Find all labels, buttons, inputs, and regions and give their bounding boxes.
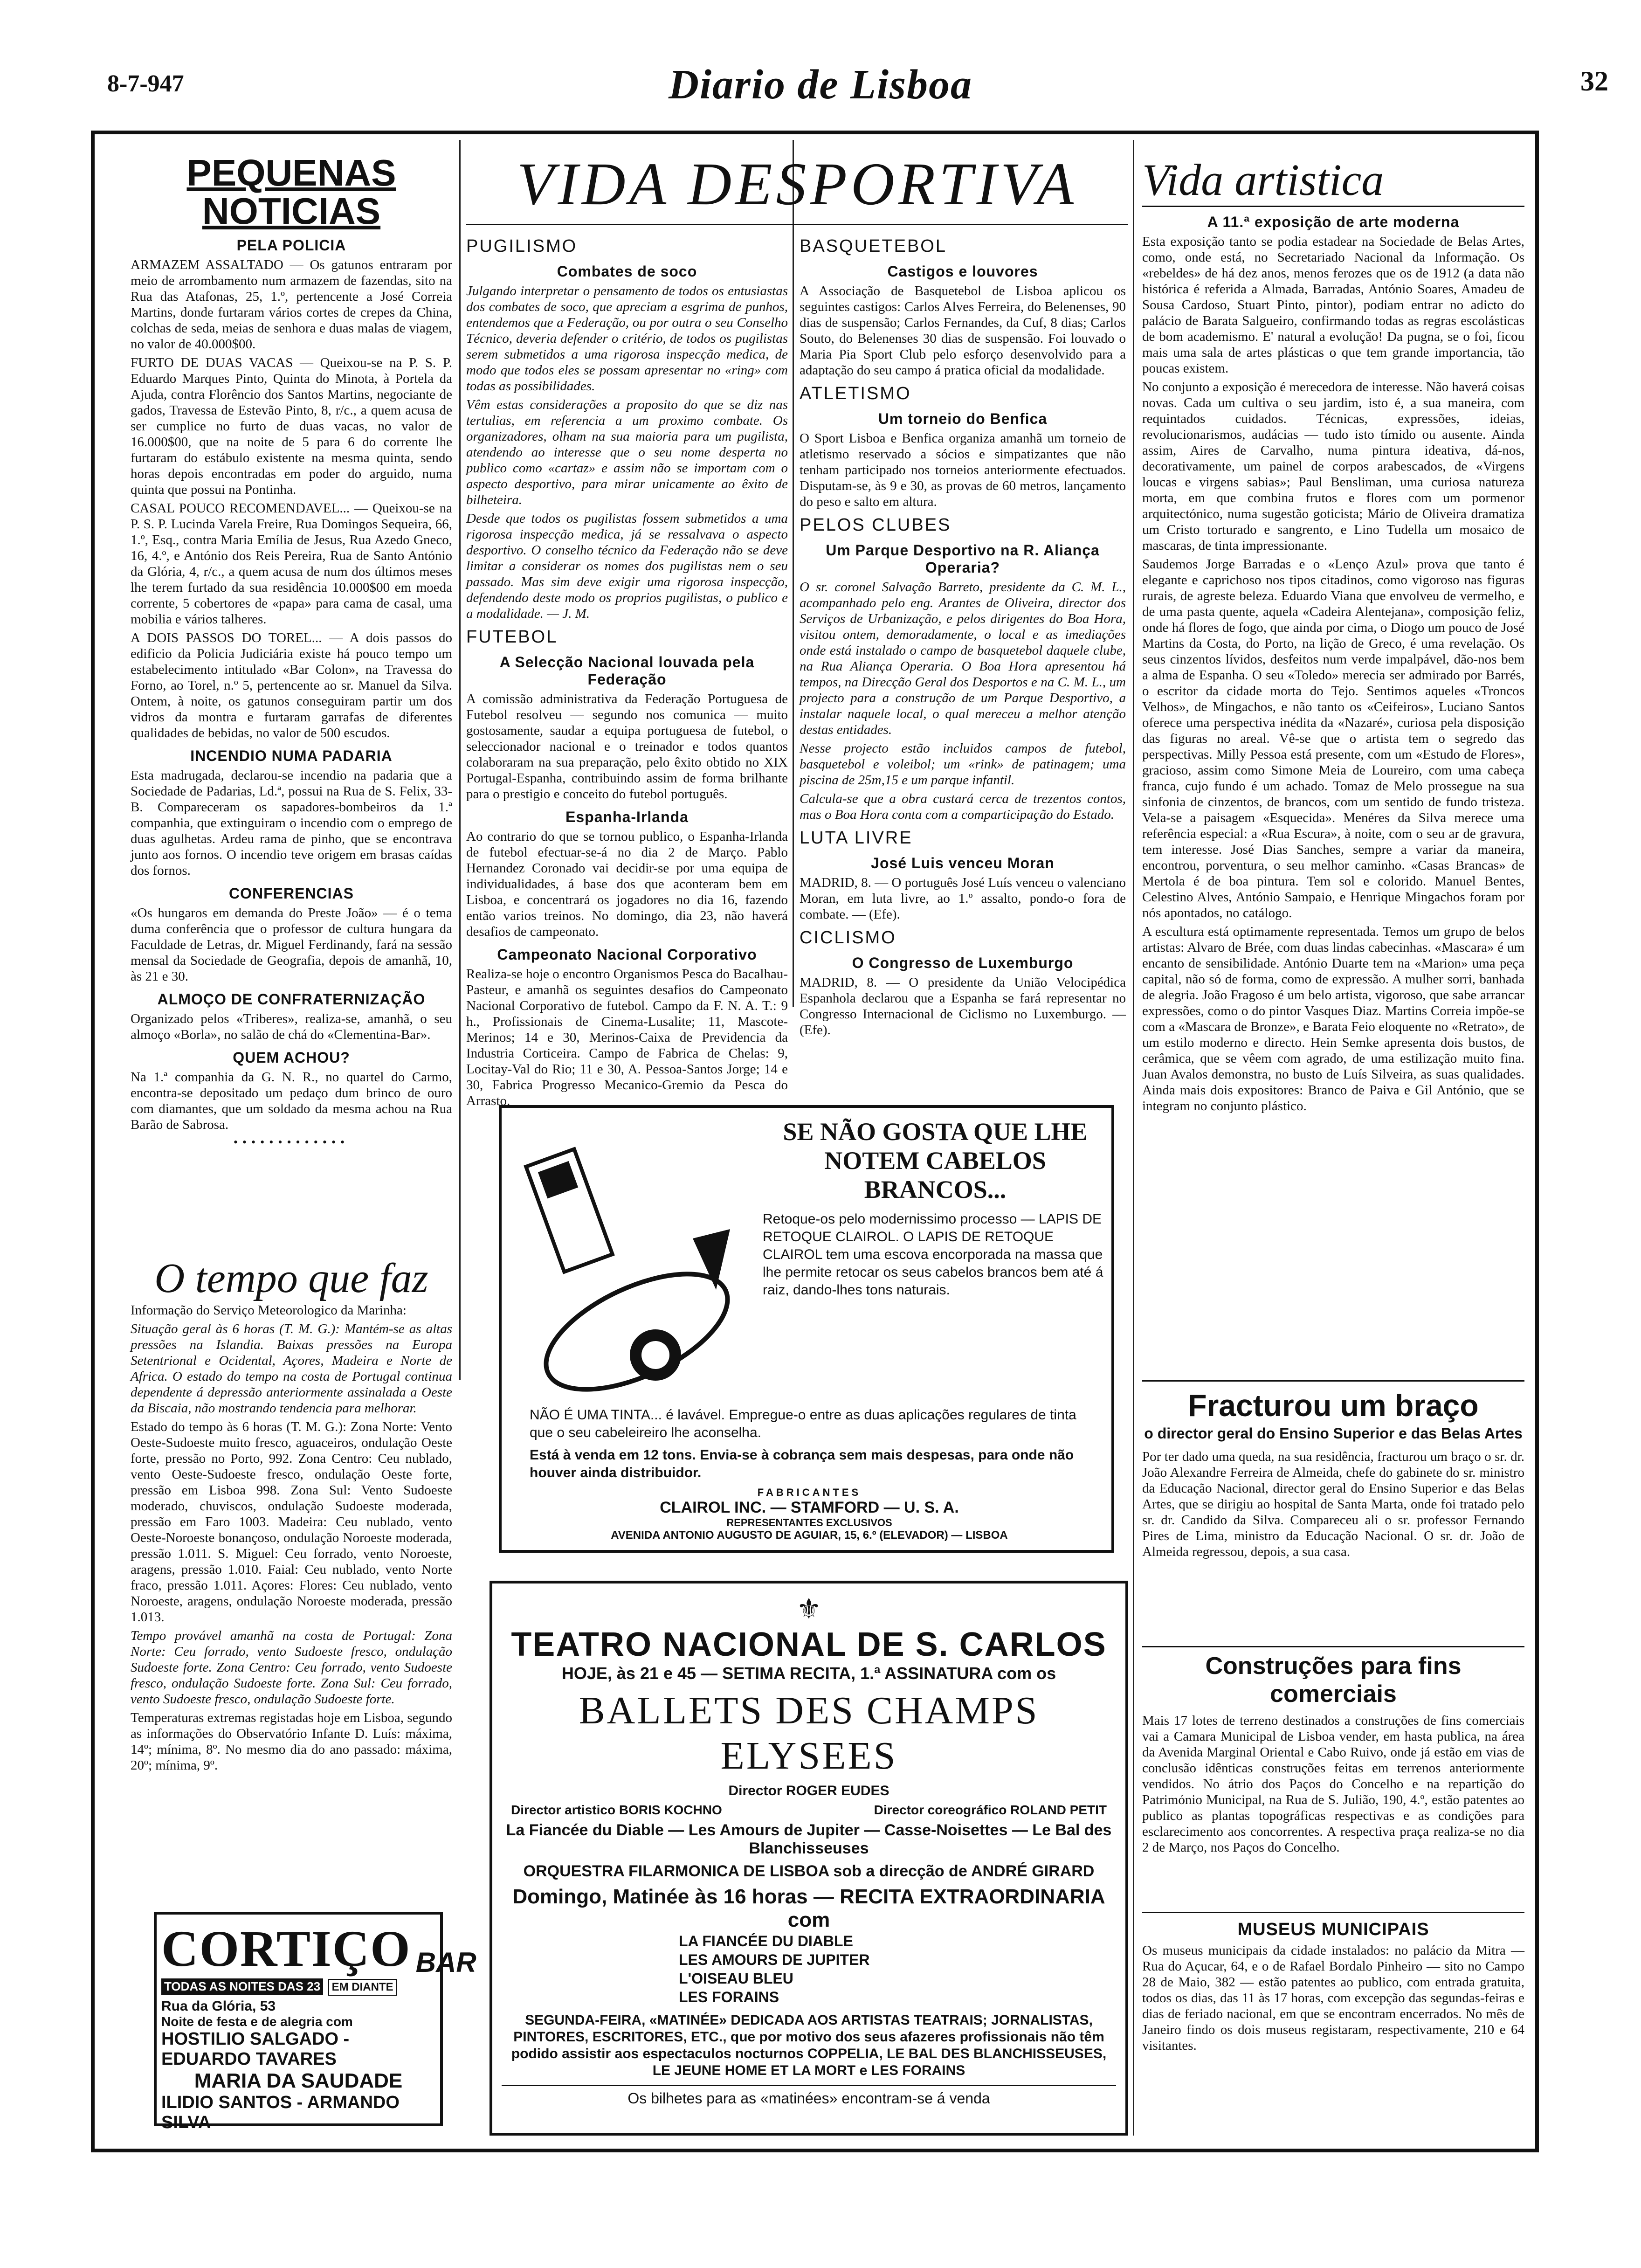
vida-artistica-column [1142,154,1524,1385]
clairol-fab-label: FABRICANTES [757,1487,862,1498]
clairol-body: NÃO É UMA TINTA... é lavável. Empregue-o entre as duas aplicações regulares de tinta que o seu cabeleireiro lhe aconselha. [530,1407,1076,1440]
museus-text: Os museus municipais da cidade instalados: no palácio da Mitra — Rua do Açucar, 64, e o de Rafael Bordalo Pinheiro — sito no Campo 28 de Maio, 382 — estão patentes ao publico, com entrada gratuita, todos os dias, das 11 às 17 horas, com excepção das segundas-feiras e dias de feriado nacional, em que se encontram encerrados. No mês de Janeiro findo os dois museus registaram, respectivamente, 210 e 64 visitantes. [1142,1943,1524,2053]
cortico-schedule-2: EM DIANTE [328,1979,397,1996]
combates-text: Vêm estas considerações a proposito do que se diz nas tertulias, em referencia a um proximo combate. Os organizadores, olham na sua maioria para um pugilista, atendendo ao interesse que o seu nome desperta no publico como «cartaz» e assim não se importam com o aspecto desportivo, para mirar unicamente ao êxito de bilheteira. [466,397,788,507]
fracturou-article [1142,1380,1524,1643]
cortico-artists: HOSTILIO SALGADO - EDUARDO TAVARES [161,2029,350,2069]
seleccao-text: A comissão administrativa da Federação Portuguesa de Futebol resolveu — segundo nos comunica — muito gostosamente, saudar a equipa portuguesa de futebol, o seleccionador nacional e o treinador e todos quantos colaboraram na sua preparação, pelo êxito obtido no XIX Portugal-Espanha, contribuindo assim de forma brilhante para o prestigio e conceito do futebol português. [466,691,788,802]
almoco-heading: ALMOÇO DE CONFRATERNIZAÇÃO [157,991,426,1008]
clairol-ad [499,1105,1114,1553]
castigos-text: A Associação de Basquetebol de Lisboa aplicou os seguintes castigos: Carlos Alves Ferreira, do Belenenses, 90 dias de suspensão; Carlos Fernandes, da Cuf, 8 dias; Carlos Souto, do Belenenses 30 dias de suspensão. Foi louvado o Maria Pia Sport Club pelo esforço desenvolvido para a adaptação do seu campo á pratica oficial da modalidade. [800,284,1126,378]
matinee-item: L'OISEAU BLEU [679,1970,793,1987]
issue-date: 8-7-947 [107,70,184,97]
cortico-schedule: TODAS AS NOITES DAS 23 [161,1978,323,1995]
matinee-item: LES FORAINS [679,1989,779,2005]
parque-text: Nesse projecto estão incluidos campos de futebol, basquetebol e voleibol; um «rink» de patinagem; uma piscina de 25m,15 e um parque infantil. [800,741,1126,788]
tempo-column [131,1254,452,1902]
combates-text: Julgando interpretar o pensamento de todos os entusiastas dos combates de soco, que apreciam a esgrima de punhos, entendemos que a Federação, ou por outra o seu Conselho Técnico, deveria defender o critério, de todos os pugilistas serem submetidos a uma rigorosa inspecção medica, de modo que todos eles se possam apresentar no «ring» com todas as possibilidades. [466,284,788,394]
page-number: 32 [1580,66,1608,97]
museus-title: MUSEUS MUNICIPAIS [1237,1920,1429,1939]
construcoes-article [1142,1646,1524,1908]
cortico-ad [154,1912,476,2132]
column-rule [1133,140,1134,2136]
combates-text: Desde que todos os pugilistas fossem submetidos a uma rigorosa inspecção medica, já se ressalvava o aspecto desportivo. O conselho técnico da Federação não se deve limitar a considerar os nomes dos pugilistas nem o seu passado. Mas sim deve exigir uma rigorosa inspecção, defendendo deste modo os proprios pugilistas, o publico e a modalidade. — J. M. [466,511,788,621]
clairol-body: Retoque-os pelo modernissimo processo — LAPIS DE RETOQUE CLAIROL. O LAPIS DE RETOQUE CLAIROL tem uma escova encorporada na massa que lhe permite retocar os seus cabelos brancos bem até á raiz, dando-lhes tons naturais. [763,1211,1103,1298]
pela-policia-heading: PELA POLICIA [236,237,346,254]
expo-heading: A 11.ª exposição de arte moderna [1207,214,1460,230]
cortico-tagline: Noite de festa e de alegria com [161,2014,353,2029]
section-label: ATLETISMO [800,384,911,403]
corporativo-text: Realiza-se hoje o encontro Organismos Pesca do Bacalhau-Pasteur, e amanhã os seguintes desafios do Campeonato Nacional Corporativo de futebol. Campo da F. N. A. T.: 9 h., Profissionais de Cinema-Lusalite; 11, Mascote-Merinos; 14 e 30, Merinos-Caixa de Previdencia da Industria Corticeira. Campo de Fabrica de Chelas: 9, Locitay-Val do Rio; 11 e 30, A. Pessoa-Santos Jorge; 14 e 30, Fabrica Progresso Mecanico-Gremio da Pesca do Arrasto. [466,967,788,1108]
construcoes-text: Mais 17 lotes de terreno destinados a construções de fins comerciais vai a Camara Municipal de Lisboa vender, em hasta publica, na área da Avenida Marginal Oriental e Cabo Ruivo, onde já estão em vias de conclusão idênticas construções feitas em terrenos anteriormente vendidos. No átrio dos Paços do Concelho e na repartição do Património Municipal, na Rua de S. Julião, 190, 4.º, estão patentes ao publico as plantas topográficas respectivas e as condições para esclarecimento aos concorrentes. A respectiva praça realiza-se no dia 2 de Março, nos Paços do Concelho. [1142,1713,1524,1855]
director-artistico: Director artistico BORIS KOCHNO [511,1803,722,1817]
matinee-line: Domingo, Matinée às 16 horas — RECITA EXTRAORDINARIA com [512,1885,1105,1931]
espanha-heading: Espanha-Irlanda [565,809,689,825]
fracturou-text: Por ter dado uma queda, na sua residência, fracturou um braço o sr. dr. João Alexandre Ferreira de Almeida, chefe do gabinete do sr. ministro da Educação Nacional, director geral do Ensino Superior e das Belas Artes, que se dirigiu ao hospital de Santa Marta, onde foi tratado pelo sr. dr. Candido da Silva. Compareceu ali o sr. professor Fernando Pires de Lima, ministro da Educação Nacional. O sr. dr. João de Almeida regressou, depois, a sua casa. [1142,1449,1524,1559]
news-paragraph: A DOIS PASSOS DO TOREL... — A dois passos do edificio da Policia Judiciária existe há pouco tempo um estabelecimento intitulado «Bar Colon», na Travessa do Forno, ao Torel, n.º 5, pertencente ao sr. Manuel da Silva. Ontem, à noite, os gatunos conseguiram partir um dos vidros da montra e furtaram garrafas de diferentes qualidades de bebidas, no valor de 500 escudos. [131,630,452,740]
castigos-heading: Castigos e louvores [887,263,1038,280]
almoco-text: Organizado pelos «Triberes», realiza-se, amanhã, o seu almoço «Borla», no salão de chá do «Clementina-Bar». [131,1011,452,1042]
desportiva-column-b [800,231,1126,1098]
torneio-text: O Sport Lisboa e Benfica organiza amanhã um torneio de atletismo reservado a sócios e simpatizantes que não tenham participado nos torneios anteriormente efectuados. Disputam-se, às 9 e 30, as provas de 60 metros, lançamento do peso e salto em altura. [800,431,1126,509]
section-label: FUTEBOL [466,627,558,647]
director-coreografico: Director coreográfico ROLAND PETIT [874,1803,1107,1817]
theatre-title: TEATRO NACIONAL DE S. CARLOS [511,1626,1107,1663]
espanha-text: Ao contrario do que se tornou publico, o Espanha-Irlanda de futebol efectuar-se-á no dia 2 de Março. Pablo Hernandez Coronado vai decidir-se por uma equipa de individualidades, á base dos que aconteram bem em Lisboa, e concentrará os jogadores no dia 16, fazendo então varios treinos. No domingo, dia 23, não haverá desafios de campeonato. [466,829,788,939]
cortico-address: Rua da Glória, 53 [161,1998,276,2014]
museus-article [1142,1912,1524,2137]
quem-achou-text: Na 1.ª companhia da G. N. R., no quartel do Carmo, encontra-se depositado um pedaço dum brinco de ouro com diamantes, que um soldado da mesma achou na Rua Barão de Sabrosa. [131,1070,452,1132]
tempo-paragraph: Tempo provável amanhã na costa de Portugal: Zona Norte: Ceu forrado, vento Sudoeste fresco, ondulação Sudoeste forte. Zona Centro: Ceu forrado, vento Sudoeste fresco, ondulação Sudoeste forte. Zona Sul: Ceu forrado, vento Sudoeste fresco, ondulação Sudoeste forte. [131,1628,452,1707]
pequenas-noticias-column [131,154,452,1296]
clairol-address: AVENIDA ANTONIO AUGUSTO DE AGUIAR, 15, 6.º (ELEVADOR) — LISBOA [611,1529,1008,1542]
parque-text: Calcula-se que a obra custará cerca de trezentos contos, mas o Boa Hora conta com a comparticipação do Estado. [800,791,1126,822]
artistica-title: Vida artistica [1142,154,1524,207]
pequenas-title: PEQUENAS NOTICIAS [186,152,396,232]
luxemburgo-text: MADRID, 8. — O presidente da União Velocipédica Espanhola declarou que a Espanha se fará representar no Congresso Internacional de Ciclismo no Luxemburgo. — (Efe). [800,975,1126,1037]
corporativo-heading: Campeonato Nacional Corporativo [497,946,757,963]
news-paragraph: ARMAZEM ASSALTADO — Os gatunos entraram por meio de arrombamento num armazem de fazendas, sito na Rua das Atafonas, 25, 1.º, pertencente a José Correia Martins, donde furtaram vários cortes de crepes da China, colchas de seda, meias de senhora e duas malas de viagem, no valor de 40.000$00. [131,257,452,352]
cortico-bar: BAR [415,1947,476,1978]
torneio-heading: Um torneio do Benfica [878,410,1048,427]
program-list: La Fiancée du Diable — Les Amours de Jupiter — Casse-Noisettes — Le Bal des Blanchisseuses [506,1821,1112,1857]
column-rule [459,140,461,1380]
moran-heading: José Luis venceu Moran [871,855,1055,871]
desportiva-column-a [466,231,788,1108]
combates-heading: Combates de soco [557,263,697,280]
incendio-heading: INCENDIO NUMA PADARIA [190,747,393,764]
clairol-headline: SE NÃO GOSTA QUE LHE [783,1118,1088,1146]
matinee-item: LES AMOURS DE JUPITER [679,1951,870,1968]
orchestra-line: ORQUESTRA FILARMONICA DE LISBOA sob a direcção de ANDRÉ GIRARD [523,1862,1095,1880]
title-rule [466,224,1128,225]
fracturou-subtitle: o director geral do Ensino Superior e das Belas Artes [1144,1425,1523,1442]
construcoes-title: Construções para fins comerciais [1205,1653,1462,1708]
tickets-notice: Os bilhetes para as «matinées» encontram-se á venda [502,2085,1116,2107]
artistica-paragraph: No conjunto a exposição é merecedora de interesse. Não haverá coisas novas. Cada um cultiva o seu jardim, isto é, a sua maneira, com requintados cuidados. Técnicas, expressões, ideias, revolucionarismos, audácias — tudo isto tímido ou ausente. Ainda assim, Aires de Carvalho, numa pintura ideativa, dá-nos, decorativamente, um painel de corpos arabescados, de «Virgens loucas e virgens sabias»; Paul Bensliman, uma curiosa natureza morta, em que combina frutos e flores com um pormenor arquitectónico, numa sugestão goticista; Mário de Oliveira dramatiza um Cristo torturado e sangrento, e Lino Tudella um mosaico de mascaras, de tinta impressionante. [1142,380,1524,553]
news-paragraph: FURTO DE DUAS VACAS — Queixou-se na P. S. P. Eduardo Marques Pinto, Quinta do Minota, à Portela da Ajuda, contra Florêncio dos Santos Martins, negociante de gados, Travessa de Estevão Pinto, 8, r/c., a quem acusa de ser cumplice no furto de duas vacas, no valor de 16.000$00, que na noite de 5 para 6 do corrente lhe furtaram do estábulo existente na mesma quinta, sendo horas depois encontradas em poder do arguido, numa quinta que possui na Pontinha. [131,355,452,497]
artistica-paragraph: Esta exposição tanto se podia estadear na Sociedade de Belas Artes, como, onde está, no Secretariado Nacional da Informação. Os «rebeldes» de há dez anos, menos ferozes que os de 1912 (a data não histórica é referida a Almada, Barradas, António Soares, Amadeu de Sousa Cardoso, Stuart Pinto, pintor), podiam entrar no adicto do palácio de Barata Salgueiro, confirmando todas as regras escolásticas de bom academismo. E' natural a evolução! Da pugna, se o foi, ficou mais uma sala de artes plásticas o que tem grande importancia, tão poucas existem. [1142,234,1524,376]
section-label: BASQUETEBOL [800,236,947,256]
fracturou-title: Fracturou um braço [1188,1388,1479,1423]
masthead: Diario de Lisboa [669,62,972,108]
luxemburgo-heading: O Congresso de Luxemburgo [852,954,1074,971]
pencil-illustration [516,1136,749,1397]
theatre-line: HOJE, às 21 e 45 — SETIMA RECITA, 1.ª ASSINATURA com os [561,1664,1056,1683]
column-rule [793,140,794,1007]
ballets-title: BALLETS DES CHAMPS ELYSEES [579,1689,1039,1777]
section-label: CICLISMO [800,928,896,947]
cortico-artists: MARIA DA SAUDADE [194,2069,403,2092]
clairol-body: Está à venda em 12 tons. Envia-se à cobrança sem mais despesas, para onde não houver ainda distribuidor. [530,1447,1074,1480]
section-label: PUGILISMO [466,236,578,256]
section-label: LUTA LIVRE [800,828,913,848]
clairol-rep-label: REPRESENTANTES EXCLUSIVOS [726,1517,892,1528]
segunda-feira-notice: SEGUNDA-FEIRA, «MATINÉE» DEDICADA AOS ARTISTAS TEATRAIS; JORNALISTAS, PINTORES, ESCRITORES, ETC., que por motivo dos seus afazeres profissionais não têm podido assistir aos espectaculos nocturnos COPPELIA, LE BAL DES BLANCHISSEUSES, LE JEUNE HOME ET LA MORT e LES FORAINS [511,2012,1107,2078]
moran-text: MADRID, 8. — O português José Luís venceu o valenciano Moran, em luta livre, ao 1.º assalto, pondo-o fora de combate. — (Efe). [800,875,1126,922]
conferencias-heading: CONFERENCIAS [228,885,354,902]
cortico-name: CORTIÇO [161,1920,411,1977]
matinee-item: LA FIANCÉE DU DIABLE [679,1933,853,1950]
tempo-paragraph: Temperaturas extremas registadas hoje em Lisboa, segundo as informações do Observatório Infante D. Luís: máxima, 14º; mínima, 8º. No mesmo dia do ano passado: máxima, 20º; mínima, 9º. [131,1710,452,1773]
tempo-paragraph: Estado do tempo às 6 horas (T. M. G.): Zona Norte: Vento Oeste-Sudoeste muito fresco, aguaceiros, ondulação Oeste forte, pressão no Porto, 992. Zona Centro: Ceu nublado, vento Oeste-Sudoeste fresco, ondulação Oeste forte, pressão em Lisboa 998. Zona Sul: Vento Sudoeste moderado, chuviscos, ondulação Sudoeste moderada, pressão em Faro 1003. Madeira: Ceu nublado, vento Oeste-Noroeste bonançoso, ondulação Noroeste moderada, pressão 1.011. S. Miguel: Ceu forrado, vento Noroeste, aragens, pressão 1.010. Faial: Ceu nublado, vento Norte fraco, pressão 1.011. Açores: Flores: Ceu nublado, vento Noroeste, aragens, ondulação Noroeste moderada, pressão 1.013. [131,1419,452,1625]
parque-text: O sr. coronel Salvação Barreto, presidente da C. M. L., acompanhado pelo eng. Arantes de Oliveira, director dos Serviços de Urbanização, e pelos dirigentes do Boa Hora, visitou ontem, demoradamente, o local e as imediações onde está instalado o campo de basquetebol daquele clube, na Rua Aliança Operaria. O Boa Hora apresentou há tempos, na Direcção Geral dos Desportos e na C. M. L., um projecto para a construção de um Parque Desportivo, a instalar naquele local, o qual mereceu a melhor atenção destas entidades. [800,580,1126,737]
seleccao-heading: A Selecção Nacional louvada pela Federação [499,654,755,688]
desportiva-title: VIDA DESPORTIVA [517,151,1077,218]
artistica-paragraph: Saudemos Jorge Barradas e o «Lenço Azul» prova que tanto é elegante e caprichoso nos tipos citadinos, como vigoroso nas figuras rurais, de agreste beleza. Eduardo Viana que envolveu de vermelho, e de uma pasta quente, aquela «Cadeira Alentejana», composição feliz, onde há flores de fogo, que ainda por cima, o Diogo um pouco de José Martins da Costa, do Porto, na lição de Greco, é uma revelação. Os seus cinzentos lívidos, desfeitos num verde impalpável, dão-nos bem a alma de Espanha. O seu «Toledo» merecia ser admirado por Barrés, o escritor da cidade morta do Tejo. Sentimos aqueles «Troncos Velhos», de Mingachos, e não tanto os «Ceifeiros», Luciano Santos oferece uma perspectiva inédita da «Nazaré», curiosa pela disposição das figuras no areal. Vê-se que o artista tem o segredo das perspectivas. Milly Pessoa está presente, com um «Estudo de Flores», gracioso, assim como Simone Meia de Loureiro, com uma cabeça franca, cujo fundo é um achado. Tomaz de Melo prossegue na sua sinfonia de cinzentos, de brancos, com um sentido de fundo tristeza. Vela-se a paisagem «Esquecida». Menéres da Silva merece uma referência especial: a «Rua Escura», à noite, com o seu ar de gravura, tem interesse. José Dias Sanches, sempre a variar da maneira, encontrou, porventura, o seu melhor caminho. «Casas Brancas» de Mertola é de boa pintura. Tem sol e colorido. Manuel Bentes, Celestino Alves, António Sampaio, e Henrique Mingachos foram por nós apontados, no catálogo. [1142,557,1524,920]
sao-carlos-ad [490,1581,1128,2136]
ballets-director: Director ROGER EUDES [728,1783,889,1798]
clairol-fabricante: CLAIROL INC. — STAMFORD — U. S. A. [660,1499,959,1516]
dots-divider: ••••••••••••• [233,1135,350,1149]
tempo-paragraph: Situação geral às 6 horas (T. M. G.): Mantém-se as altas pressões na Islandia. Baixas pressões na Europa Setentrional e Ocidental, Açores, Madeira e Norte de Africa. O estado do tempo na costa de Portugal continua dependente á depressão anteriormente assinalada a Oeste da Biscaia, não mostrando tendencia para melhorar. [131,1321,452,1416]
tempo-title: O tempo que faz [154,1255,428,1301]
parque-heading: Um Parque Desportivo na R. Aliança Operaria? [826,542,1100,576]
clairol-headline: NOTEM CABELOS BRANCOS... [824,1147,1046,1203]
crest-icon: ⚜ [796,1593,821,1625]
incendio-text: Esta madrugada, declarou-se incendio na padaria que a Sociedade de Padarias, Ld.ª, possui na Rua de S. Felix, 33-B. Compareceram os sapadores-bombeiros da 1.ª companhia, que extinguiram o incendio com o emprego de duas agulhetas. Ardeu rama de pinho, que se encontrava junto aos fornos. O incendio teve origem em brasas caídas dos fornos. [131,768,452,878]
conferencias-text: «Os hungaros em demanda do Preste João» — é o tema duma conferência que o professor de cultura hungara da Faculdade de Letras, dr. Miguel Ferdinandy, fará na sessão mensal da Sociedade de Geografia, depois de amanhã, 10, às 21 e 30. [131,906,452,984]
quem-achou-heading: QUEM ACHOU? [233,1049,350,1066]
cortico-artists: ILIDIO SANTOS - ARMANDO SILVA [161,2093,400,2132]
tempo-paragraph: Informação do Serviço Meteorologico da Marinha: [131,1303,407,1318]
section-label: PELOS CLUBES [800,515,952,535]
artistica-paragraph: A escultura está optimamente representada. Temos um grupo de belos artistas: Alvaro de Brée, com duas lindas cabecinhas. «Mascara» é um encanto de sensibilidade. António Duarte tem na «Marion» uma peça capital, não só de forma, como de expressão. A mulher sorri, banhada de alegria. João Fragoso é um belo artista, vigoroso, que sabe arrancar expressões, como o do pintor Vasques Diaz. Martins Correia impõe-se com a «Mascara de Bronze», e Barata Feio eloquente no «Retrato», de um estilo moderno e directo. Hein Semke apresenta dois bustos, de cerâmica, que se vêem com agrado, de uma estilização muito fina. Juan Avalos demonstra, no busto de Luís Silveira, as suas qualidades. Ainda mais dois expositores: Branco de Paiva e Gil António, que se integram no conjunto plástico. [1142,924,1524,1113]
news-paragraph: CASAL POUCO RECOMENDAVEL... — Queixou-se na P. S. P. Lucinda Varela Freire, Rua Domingos Sequeira, 66, 1.º, Esq., contra Maria Emília de Jesus, Rua Azedo Gneco, 16, 4.º, e António dos Reis Pereira, Rua de Santo António da Glória, 4, r/c., a quem acusa de num dos últimos meses lhe terem furtado da sua residência 10.000$00 em moeda corrente, 5 cobertores de «papa» para cama de casal, uma mobilia e vários talheres. [131,501,452,627]
